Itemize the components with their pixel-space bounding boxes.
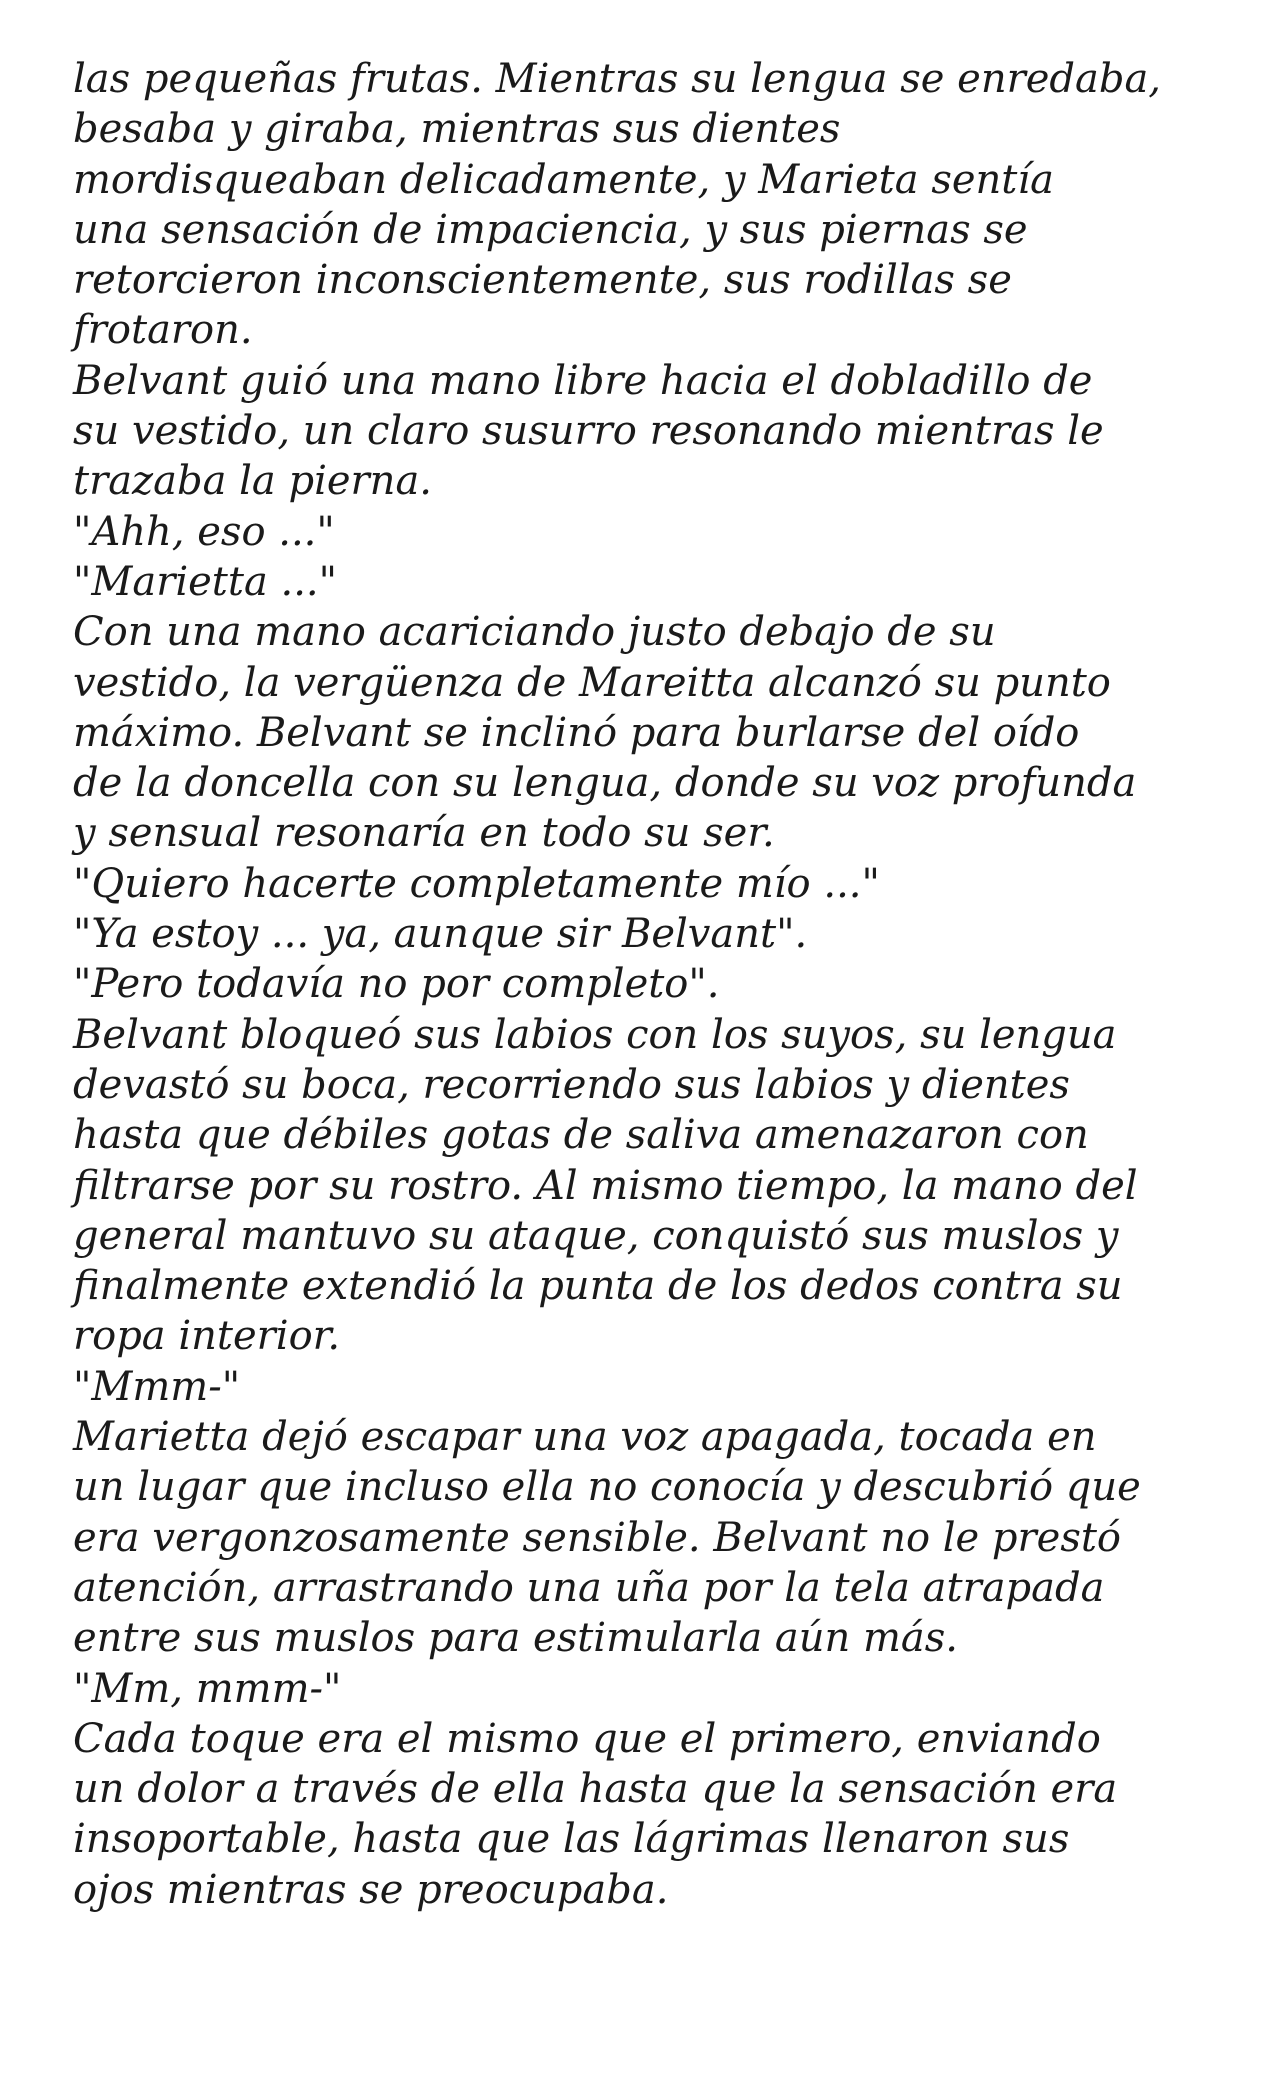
text-line: "Mm, mmm-" [73, 1665, 342, 1712]
text-line: insoportable, hasta que las lágrimas llenaron sus [73, 1816, 1070, 1863]
text-line: entre sus muslos para estimularla aún más. [73, 1615, 958, 1662]
text-line: "Ya estoy ... ya, aunque sir Belvant". [73, 911, 808, 958]
text-line: "Ahh, eso ..." [73, 508, 335, 555]
text-line: Con una mano acariciando justo debajo de su [73, 609, 996, 656]
text-line: ojos mientras se preocupaba. [73, 1866, 669, 1913]
text-line: máximo. Belvant se inclinó para burlarse del oído [73, 709, 1080, 756]
text-line: hasta que débiles gotas de saliva amenazaron con [73, 1112, 1089, 1159]
text-line: su vestido, un claro susurro resonando mientras le [73, 408, 1104, 455]
text-line: era vergonzosamente sensible. Belvant no le prestó [73, 1514, 1122, 1561]
text-line: y sensual resonaría en todo su ser. [73, 810, 775, 857]
text-line: retorcieron inconscientemente, sus rodillas se [73, 257, 1012, 304]
text-line: frotaron. [73, 307, 253, 354]
text-line: atención, arrastrando una uña por la tela atrapada [73, 1564, 1105, 1611]
text-line: Marietta dejó escapar una voz apagada, tocada en [73, 1414, 1097, 1461]
text-line: las pequeñas frutas. Mientras su lengua se enredaba, [73, 56, 1162, 102]
text-line: finalmente extendió la punta de los dedos contra su [73, 1263, 1123, 1310]
text-line: devastó su boca, recorriendo sus labios y dientes [73, 1061, 1070, 1108]
text-line: Belvant guió una mano libre hacia el dobladillo de [73, 357, 1093, 404]
text-line: una sensación de impaciencia, y sus piernas se [73, 206, 1028, 253]
text-line: "Pero todavía no por completo". [73, 961, 720, 1008]
text-line: "Quiero hacerte completamente mío ..." [73, 860, 880, 907]
text-line: mordisqueaban delicadamente, y Marieta sentía [73, 156, 1054, 203]
text-line: un dolor a través de ella hasta que la sensación era [73, 1766, 1118, 1813]
text-line: "Marietta ..." [73, 558, 338, 605]
text-line: general mantuvo su ataque, conquistó sus muslos y [73, 1212, 1119, 1259]
text-line: de la doncella con su lengua, donde su voz profunda [73, 760, 1137, 807]
text-line: ropa interior. [73, 1313, 341, 1360]
text-line: vestido, la vergüenza de Mareitta alcanzó su punto [73, 659, 1111, 706]
text-line: "Mmm-" [73, 1363, 241, 1410]
text-line: Belvant bloqueó sus labios con los suyos, su lengua [73, 1011, 1117, 1058]
text-line: Cada toque era el mismo que el primero, enviando [73, 1715, 1101, 1762]
document-body [73, 54, 1253, 1915]
text-line: besaba y giraba, mientras sus dientes [73, 106, 841, 153]
text-line: un lugar que incluso ella no conocía y descubrió que [73, 1464, 1141, 1511]
text-line: filtrarse por su rostro. Al mismo tiempo, la mano del [73, 1162, 1138, 1209]
text-line: trazaba la pierna. [73, 458, 433, 505]
